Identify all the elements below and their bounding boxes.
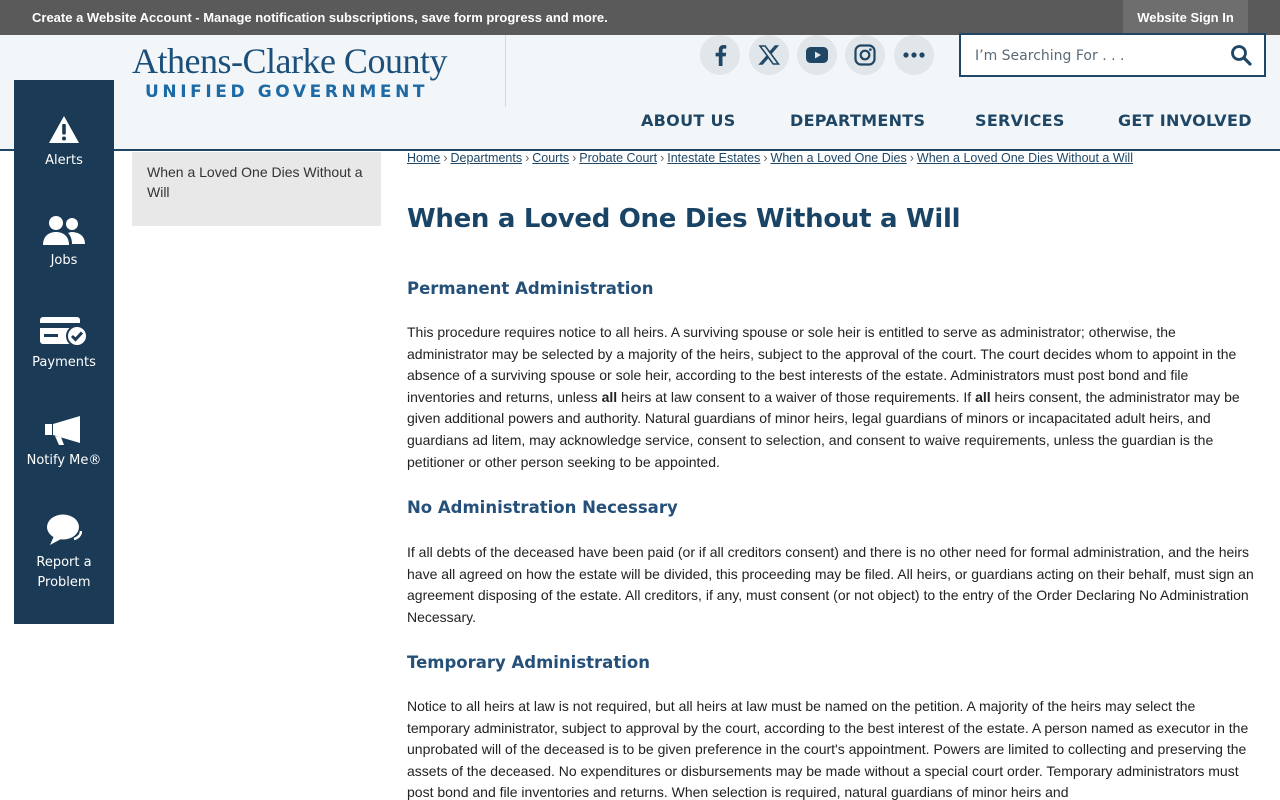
instagram-icon: [854, 44, 876, 66]
subnav-item-current[interactable]: When a Loved One Dies Without a Will: [147, 164, 363, 200]
breadcrumb-link[interactable]: Home: [407, 151, 441, 165]
s1-bold-1: all: [601, 388, 618, 405]
nav-services[interactable]: SERVICES: [975, 111, 1065, 130]
chat-bubbles-icon: [46, 513, 82, 547]
rail-payments-label: Payments: [32, 355, 96, 370]
breadcrumb-link[interactable]: Probate Court: [579, 151, 658, 165]
breadcrumb-separator: ›: [525, 151, 530, 165]
breadcrumb-separator: ›: [909, 151, 914, 165]
search-icon: [1230, 44, 1252, 66]
s1-text-c: heirs consent, the administrator may be given additional powers and authority. Natural guardians of minor heirs, legal guardians of minors or incapacitated adult heirs, and guardians ad litem, may acknowledge service, consent to selection, and consent to waive requirements, unless the guardian is the petitioner or other person seeking to be appointed.: [407, 388, 1240, 470]
instagram-link[interactable]: [845, 35, 885, 75]
people-icon: [41, 215, 87, 245]
search-button[interactable]: [1230, 44, 1254, 68]
rail-alerts-label: Alerts: [45, 153, 83, 168]
rail-report-label-1: Report a: [36, 555, 92, 570]
logo-line-2: UNIFIED GOVERNMENT: [145, 82, 429, 102]
site-logo[interactable]: [132, 43, 472, 103]
breadcrumb-separator: ›: [763, 151, 768, 165]
logo-line-1: Athens-Clarke County: [132, 41, 447, 81]
section-text-temporary: Notice to all heirs at law is not required, but all heirs at law must be named on the petition. A majority of the heirs may select the temporary administrator, subject to approval by the court, according to the best interest of the estate. A person named as executor in the unprobated will of the deceased is to be given preference in the court's appointment. Powers are limited to collecting and preserving the assets of the deceased. No expenditures or disbursements may be made without a special court order. Temporary administrators must post bond and file inventories and returns. When selection is required, natural guardians of minor heirs and: [407, 698, 1249, 800]
s1-text-b: heirs at law consent to a waiver of those requirements. If: [617, 388, 976, 405]
website-sign-in-button[interactable]: Website Sign In: [1123, 0, 1248, 35]
account-notice-text: - Manage notification subscriptions, save form progress and more.: [191, 10, 608, 25]
search-input[interactable]: [975, 43, 1215, 69]
alert-icon: [48, 115, 80, 145]
breadcrumb-link[interactable]: Courts: [532, 151, 570, 165]
section-text-no-admin: If all debts of the deceased have been paid (or if all creditors consent) and there is no other need for formal administration, and the heirs have all agreed on how the estate will be divided, this proceeding may be filed. All heirs, or guardians acting on their behalf, must sign an agreement disposing of the estate. All creditors, if any, must consent (or not object) to the entry of the Order Declaring No Administration Necessary.: [407, 544, 1254, 625]
breadcrumb-link[interactable]: When a Loved One Dies Without a Will: [916, 151, 1133, 165]
rail-jobs-label: Jobs: [50, 253, 78, 268]
top-bar: [0, 0, 1280, 35]
facebook-icon: [711, 44, 729, 66]
breadcrumb-link[interactable]: When a Loved One Dies: [770, 151, 907, 165]
section-text-permanent: [407, 322, 1255, 473]
s1-text-a: This procedure requires notice to all heirs. A surviving spouse or sole heir is entitled to serve as administrator; otherwise, the administrator may be selected by a majority of the heirs, subject to the approval of the court. The court decides whom to appoint in the absence of a surviving spouse or sole heir, according to the best interests of the estate. Administrators must post bond and file inventories and returns, unless: [407, 324, 1237, 405]
facebook-link[interactable]: [700, 35, 740, 75]
breadcrumb-link[interactable]: Departments: [450, 151, 523, 165]
more-social-link[interactable]: [894, 35, 934, 75]
breadcrumb-separator: ›: [572, 151, 577, 165]
rail-report-problem[interactable]: [14, 513, 114, 593]
breadcrumb-link[interactable]: Intestate Estates: [667, 151, 761, 165]
rail-notify-me-label: Notify Me®: [26, 453, 102, 468]
section-heading-permanent: Permanent Administration: [407, 279, 654, 298]
megaphone-icon: [44, 415, 84, 445]
rail-payments[interactable]: [14, 315, 114, 373]
header-divider: [505, 35, 506, 107]
site-search: [959, 33, 1266, 77]
create-account-link[interactable]: Create a Website Account: [32, 10, 192, 25]
account-notice: [32, 10, 608, 25]
s1-bold-2: all: [975, 388, 991, 405]
nav-departments[interactable]: DEPARTMENTS: [790, 111, 926, 130]
nav-get-involved[interactable]: GET INVOLVED: [1118, 111, 1252, 130]
x-link[interactable]: [749, 35, 789, 75]
youtube-icon: [806, 47, 828, 63]
sub-navigation: [132, 152, 381, 226]
rail-report-label-2: Problem: [37, 575, 91, 590]
section-heading-no-admin: No Administration Necessary: [407, 498, 678, 517]
payment-card-icon: [39, 315, 89, 347]
rail-alerts[interactable]: [14, 115, 114, 171]
nav-about-us[interactable]: ABOUT US: [641, 111, 736, 130]
site-header: [0, 35, 1280, 151]
rail-notify-me[interactable]: [14, 415, 114, 471]
breadcrumb-separator: ›: [660, 151, 665, 165]
page-title: When a Loved One Dies Without a Will: [407, 204, 961, 234]
breadcrumb-separator: ›: [443, 151, 448, 165]
section-heading-temporary: Temporary Administration: [407, 653, 650, 672]
breadcrumb: [407, 151, 1133, 165]
quick-links-rail: [14, 80, 114, 624]
more-icon: [903, 52, 925, 58]
youtube-link[interactable]: [797, 35, 837, 75]
rail-jobs[interactable]: [14, 215, 114, 271]
x-icon: [758, 44, 780, 66]
